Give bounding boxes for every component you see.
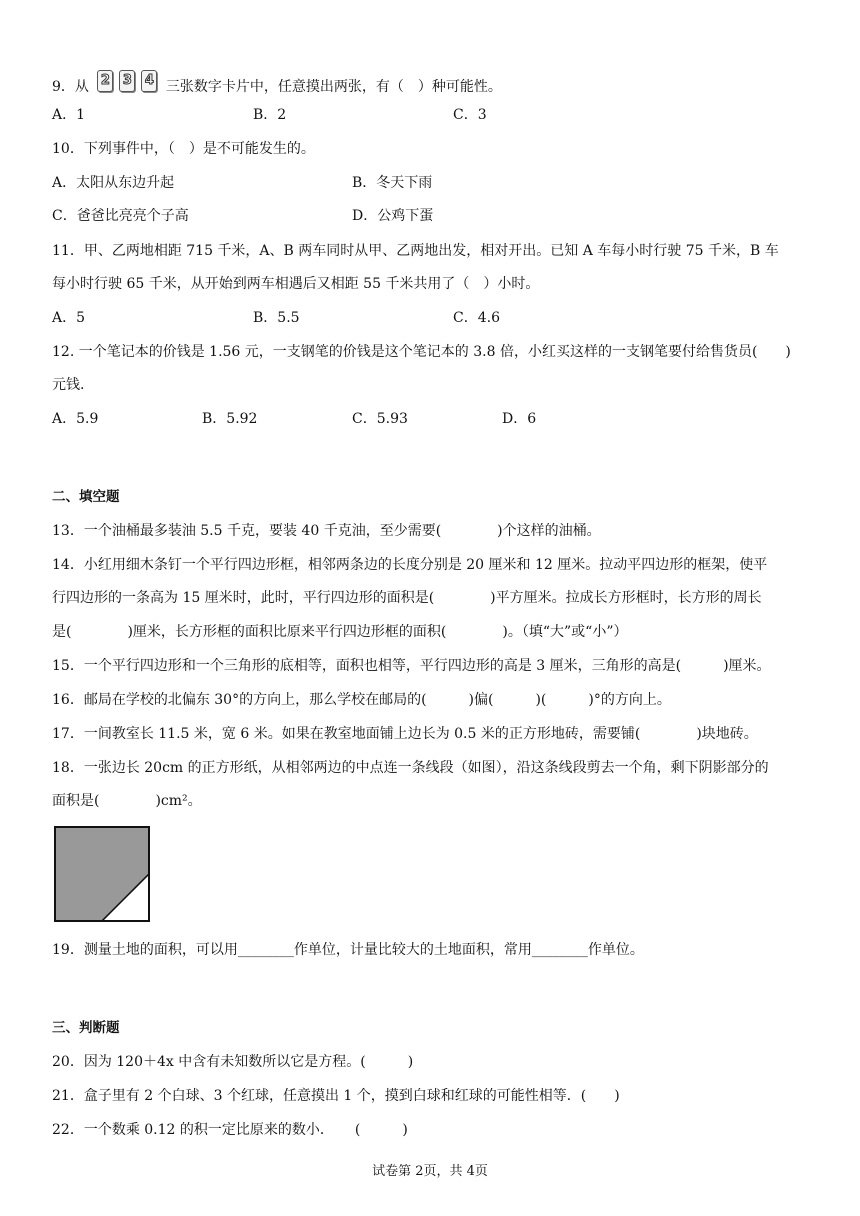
question-19: 19．测量土地的面积，可以用________作单位，计量比较大的土地面积，常用________作单位。 — [52, 942, 644, 958]
q12-option-d: D．6 — [502, 411, 537, 427]
q11-option-a: A．5 — [52, 310, 86, 326]
q12-option-c: C．5.93 — [352, 411, 408, 427]
question-12-line-2: 元钱. — [52, 377, 85, 393]
question-20: 20．因为 120＋4x 中含有未知数所以它是方程。( ) — [52, 1054, 414, 1070]
section-2-heading: 二、填空题 — [52, 489, 120, 505]
question-9 — [52, 73, 502, 98]
question-14-line-2: 行四边形的一条高为 15 厘米时，此时，平行四边形的面积是( )平方厘米。拉成长方形框时，长方形的周长 — [52, 590, 762, 606]
number-card-icon: 3 — [119, 70, 135, 92]
question-18-line-2: 面积是( )cm²。 — [52, 793, 202, 809]
question-14-line-3: 是( )厘米，长方形框的面积比原来平行四边形框的面积( )。（填“大”或“小”） — [52, 624, 628, 640]
q10-option-b: B．冬天下雨 — [352, 175, 433, 191]
question-14-line-1: 14．小红用细木条钉一个平行四边形框，相邻两条边的长度分别是 20 厘米和 12 厘米。拉动平四边形的框架，使平 — [52, 557, 768, 573]
question-18-line-1: 18．一张边长 20cm 的正方形纸，从相邻两边的中点连一条线段（如图），沿这条线段剪去一个角，剩下阴影部分的 — [52, 760, 769, 776]
q12-option-a: A．5.9 — [52, 411, 99, 427]
q10-option-a: A．太阳从东边升起 — [52, 175, 175, 191]
number-card-icon: 2 — [97, 70, 113, 92]
question-17: 17．一间教室长 11.5 米，宽 6 米。如果在教室地面铺上边长为 0.5 米的正方形地砖，需要铺( )块地砖。 — [52, 726, 758, 742]
question-10: 10．下列事件中，（ ）是不可能发生的。 — [52, 141, 315, 157]
q9-option-c: C．3 — [453, 107, 487, 123]
question-11-line-1: 11．甲、乙两地相距 715 千米，A、B 两车同时从甲、乙两地出发，相对开出。已知 A 车每小时行驶 75 千米，B 车 — [52, 243, 779, 259]
q11-option-c: C．4.6 — [453, 310, 500, 326]
square-figure — [54, 826, 150, 922]
q10-option-d: D．公鸡下蛋 — [352, 208, 434, 224]
q9-option-b: B．2 — [253, 107, 287, 123]
number-cards — [97, 70, 157, 92]
question-11-line-2: 每小时行驶 65 千米，从开始到两车相遇后又相距 55 千米共用了（ ）小时。 — [52, 276, 540, 292]
q12-option-b: B．5.92 — [202, 411, 258, 427]
question-13: 13．一个油桶最多装油 5.5 千克，要装 40 千克油，至少需要( )个这样的油桶。 — [52, 523, 601, 539]
question-16: 16．邮局在学校的北偏东 30°的方向上，那么学校在邮局的( )偏( )( )°的方向上。 — [52, 692, 671, 708]
q9-suffix: 三张数字卡片中，任意摸出两张，有（ ）种可能性。 — [165, 79, 502, 95]
q9-option-a: A．1 — [52, 107, 86, 123]
question-12-line-1: 12. 一个笔记本的价钱是 1.56 元，一支钢笔的价钱是这个笔记本的 3.8 倍，小红买这样的一支钢笔要付给售货员( ) — [52, 344, 791, 360]
q10-option-c: C．爸爸比亮亮个子高 — [52, 208, 189, 224]
question-21: 21．盒子里有 2 个白球、3 个红球，任意摸出 1 个，摸到白球和红球的可能性相等．( ) — [52, 1088, 620, 1104]
q11-option-b: B．5.5 — [253, 310, 300, 326]
question-15: 15．一个平行四边形和一个三角形的底相等，面积也相等，平行四边形的高是 3 厘米，三角形的高是( )厘米。 — [52, 658, 771, 674]
section-3-heading: 三、判断题 — [52, 1020, 120, 1036]
question-22: 22．一个数乘 0.12 的积一定比原来的数小． ( ) — [52, 1122, 408, 1138]
q9-prefix: 9．从 — [52, 79, 89, 95]
number-card-icon: 4 — [141, 70, 157, 92]
page-footer: 试卷第 2页，共 4页 — [372, 1164, 488, 1179]
